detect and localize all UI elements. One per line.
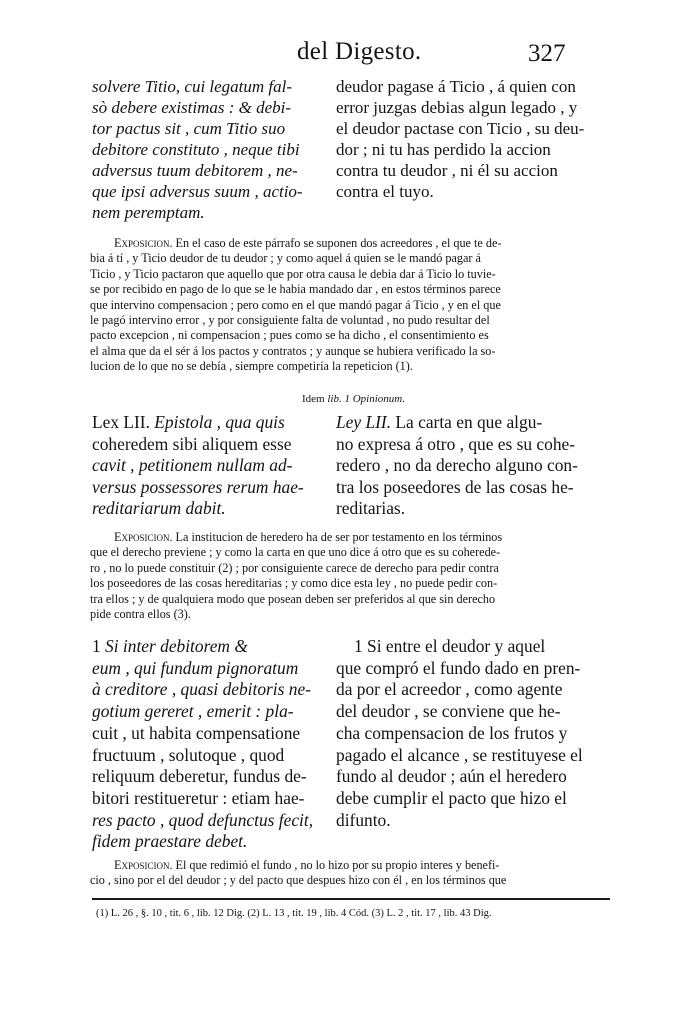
latin-line: cavit , petitionem nullam ad-: [92, 455, 293, 475]
spanish-line: contra el tuyo.: [336, 182, 434, 201]
exposition-line: pide contra ellos (3).: [90, 607, 191, 622]
latin-line: debitore constituto , neque tibi: [92, 140, 300, 159]
latin-line: tor pactus sit , cum Titio suo: [92, 119, 286, 138]
exposition-paragraph-2: [90, 530, 612, 622]
latin-line: que ipsi adversus suum , actio-: [92, 182, 303, 201]
exposition-line: lucion de lo que no se debía , siempre competiría la repeticion (1).: [90, 359, 413, 374]
exposition-paragraph-3: [90, 858, 612, 889]
latin-line: sò debere existimas : & debi-: [92, 98, 292, 117]
exposition-line: se por recibido en pago de lo que se le habia mandado dar , en estos términos parece: [90, 282, 501, 297]
spanish-line: del deudor , se conviene que he-: [336, 701, 561, 722]
exposition-line: que intervino compensacion ; pero como en el que mandó pagar á Ticio , y en el que: [90, 297, 501, 312]
latin-column-lex: [92, 412, 322, 520]
latin-line: nem peremptam.: [92, 203, 205, 222]
spanish-line: deudor pagase á Ticio , á quien con: [336, 77, 576, 96]
spanish-line: no expresa á otro , que es su cohe-: [336, 433, 576, 454]
latin-line: bitori restitueretur : etiam hae-: [92, 787, 305, 808]
exposition-paragraph-1: [90, 236, 612, 375]
exposition-line: pacto excepcion , ni compensacion ; pues como se ha dicho , el consentimiento es: [90, 328, 489, 343]
footnote-rule: [92, 898, 610, 900]
exposition-line: cio , sino por el del deudor ; y del pacto que despues hizo con él , en los términos que: [90, 873, 507, 888]
latin-line: adversus tuum debitorem , ne-: [92, 161, 298, 180]
exposition-line: bia á tí , y Ticio deudor de tu deudor ; y como aquel á quien se le mandó pagar á: [90, 251, 481, 266]
spanish-line: difunto.: [336, 809, 391, 830]
latin-line: res pacto , quod defunctus fecit,: [92, 809, 314, 830]
spanish-line: fundo al deudor ; aún el heredero: [336, 766, 567, 787]
spanish-line: pagado el alcance , se restituyese el: [336, 744, 583, 765]
latin-line: reditariarum dabit.: [92, 498, 226, 518]
latin-line: à creditore , quasi debitoris ne-: [92, 679, 311, 700]
spanish-column-1: [336, 76, 612, 202]
exposition-label: Exposicion.: [114, 530, 173, 544]
latin-line: gotium gereret , emerit : pla-: [92, 701, 294, 722]
spanish-line: reditarias.: [336, 498, 406, 518]
footnotes: (1) L. 26 , §. 10 , tit. 6 , lib. 12 Dig. (2) L. 13 , tit. 19 , lib. 4 Cód. (3) L. 2 , tit. 17 , lib. 43 Dig.: [96, 908, 492, 919]
exposition-line: ro , no lo puede constituir (2) ; por consiguiente carece de derecho para pedir contra: [90, 560, 499, 575]
spanish-line: el deudor pactase con Ticio , su deu-: [336, 119, 585, 138]
exposition-line: Exposicion. En el caso de este párrafo se suponen dos acreedores , el que te de-: [114, 236, 502, 250]
spanish-line: contra tu deudor , ni él su accion: [336, 161, 558, 180]
latin-line: solvere Titio, cui legatum fal-: [92, 77, 293, 96]
exposition-line: le pagó intervino error , y por consiguiente falta de voluntad , no pudo resultar del: [90, 313, 490, 328]
exposition-line: los poseedores de las cosas hereditarias ; y como dice esta ley , no puede pedir con-: [90, 576, 498, 591]
spanish-line: que compró el fundo dado en pren-: [336, 657, 581, 678]
spanish-line: debe cumplir el pacto que hizo el: [336, 787, 567, 808]
exposition-line: Exposicion. La institucion de heredero ha de ser por testamento en los términos: [114, 530, 503, 544]
latin-line: fidem praestare debet.: [92, 831, 248, 852]
spanish-line: cha compensacion de los frutos y: [336, 722, 568, 743]
running-header-title: del Digesto.: [297, 38, 422, 65]
spanish-line: Ley LII. La carta en que algu-: [336, 412, 543, 432]
spanish-line: tra los poseedores de las cosas he-: [336, 476, 574, 497]
latin-line: 1 Si inter debitorem &: [92, 636, 248, 656]
spanish-column-3: [336, 636, 612, 831]
spanish-line: dor ; ni tu has perdido la accion: [336, 140, 551, 159]
page-number: 327: [528, 40, 566, 67]
latin-column-3: [92, 636, 324, 853]
exposition-line: el alma que da el sér á los pactos y contratos ; y aunque se hubiera verificado la so-: [90, 343, 496, 358]
spanish-line: da por el acreedor , como agente: [336, 679, 563, 700]
exposition-line: Ticio , y Ticio pactaron que aquello que por otra causa le debia dar á Ticio lo tuvie-: [90, 266, 496, 281]
spanish-line: 1 Si entre el deudor y aquel: [354, 636, 546, 656]
exposition-label: Exposicion.: [114, 236, 173, 250]
latin-line: eum , qui fundum pignoratum: [92, 657, 299, 678]
latin-line: coheredem sibi aliquem esse: [92, 433, 292, 454]
spanish-line: redero , no da derecho alguno con-: [336, 455, 578, 475]
exposition-label: Exposicion.: [114, 858, 173, 872]
lex-heading: Lex LII.: [92, 412, 150, 432]
source-subheading: Idem lib. 1 Opinionum.: [302, 393, 405, 405]
paragraph-number: 1: [354, 636, 363, 656]
latin-line: fructuum , solutoque , quod: [92, 744, 285, 765]
exposition-line: Exposicion. El que redimió el fundo , no lo hizo por su propio interes y benefi-: [114, 858, 500, 872]
exposition-line: que el derecho previene ; y como la carta en que uno dice á otro que es su coherede-: [90, 545, 501, 560]
exposition-line: tra ellos ; y de qualquiera modo que posean deben ser preferidos al que sin derecho: [90, 591, 496, 606]
paragraph-number: 1: [92, 636, 101, 656]
spanish-column-lex: [336, 412, 612, 520]
latin-column-1: [92, 76, 322, 223]
latin-line: versus possessores rerum hae-: [92, 476, 304, 497]
ley-heading: Ley LII.: [336, 412, 392, 432]
spanish-line: error juzgas debias algun legado , y: [336, 98, 578, 117]
latin-line: reliquum deberetur, fundus de-: [92, 766, 307, 787]
latin-line: Lex LII. Epistola , qua quis: [92, 412, 285, 432]
latin-line: cuit , ut habita compensatione: [92, 722, 301, 743]
